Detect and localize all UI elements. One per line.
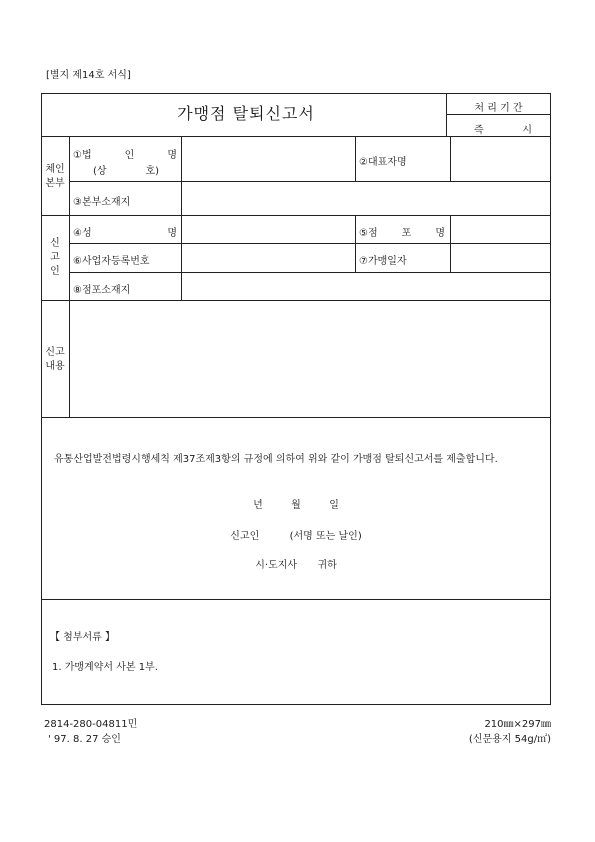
divider — [355, 215, 356, 272]
reporter-name-label-part: ④성 — [73, 228, 92, 239]
store-address-label: ⑧점포소재지 — [73, 285, 131, 296]
paper-type: (신문용지 54g/㎡) — [468, 734, 551, 745]
hq-section-label — [41, 163, 69, 191]
recipient-line — [46, 556, 546, 571]
reporter-section-label-char: 고 — [50, 252, 60, 263]
reporter-section-label-char: 인 — [50, 266, 60, 277]
divider — [69, 243, 551, 244]
processing-value-part: 즉 — [474, 125, 484, 136]
hq-address-label: ③본부소재지 — [73, 197, 131, 208]
paper-size: 210㎜×297㎜ — [484, 719, 551, 730]
corp-name-label-part: 인 — [124, 150, 135, 161]
divider — [41, 417, 551, 418]
divider — [69, 136, 70, 417]
store-name-label-part: 포 — [401, 228, 412, 239]
report-content-label — [41, 346, 69, 374]
reporter-section-label-char: 신 — [50, 238, 60, 249]
divider — [181, 136, 182, 300]
corp-name-label-part: 명 — [167, 150, 177, 161]
reporter-name-label — [73, 224, 177, 239]
form-code: 2814-280-04811민 — [44, 719, 138, 730]
divider — [69, 272, 551, 273]
form-number-label: [별지 제14호 서식] — [46, 70, 131, 81]
attachment-item: 1. 가맹계약서 사본 1부. — [52, 662, 158, 673]
store-name-label-part: ⑤점 — [359, 228, 378, 239]
report-content-label-line: 신고 — [45, 347, 65, 358]
trade-name-label — [93, 162, 159, 177]
signature-line — [46, 527, 546, 542]
divider — [41, 599, 551, 600]
date-line — [46, 496, 546, 511]
store-name-label-part: 명 — [435, 228, 445, 239]
divider — [450, 136, 451, 181]
divider — [69, 181, 551, 182]
join-date-label: ⑦가맹일자 — [359, 256, 407, 267]
approval-date: ' 97. 8. 27 승인 — [48, 734, 121, 745]
hq-section-label-line: 체인 — [45, 164, 65, 175]
divider — [41, 300, 551, 301]
signature-note: (서명 또는 날인) — [289, 531, 362, 542]
processing-period-header: 처 리 기 간 — [474, 103, 523, 114]
divider — [450, 215, 451, 272]
reporter-section-label — [41, 237, 69, 279]
business-registration-number-label: ⑥사업자등록번호 — [73, 256, 150, 267]
corp-name-label-part: ①법 — [73, 150, 92, 161]
date-month: 월 — [291, 500, 301, 511]
processing-period-value — [474, 121, 532, 136]
trade-name-label-part: (상 — [93, 166, 107, 177]
form-frame — [41, 93, 551, 705]
document-title: 가맹점 탈퇴신고서 — [177, 104, 315, 123]
divider — [41, 136, 551, 137]
corp-name-label — [73, 146, 177, 161]
reporter-name-label-part: 명 — [167, 228, 177, 239]
declaration-statement: 유통산업발전법령시행세칙 제37조제3항의 규정에 의하여 위와 같이 가맹점 탈퇴신고서를 제출합니다. — [54, 454, 498, 465]
date-year: 년 — [253, 500, 263, 511]
recipient-suffix: 귀하 — [317, 560, 337, 571]
date-day: 일 — [329, 500, 339, 511]
store-name-label — [359, 224, 445, 239]
processing-value-part: 시 — [522, 125, 532, 136]
divider — [355, 136, 356, 181]
recipient-label: 시·도지사 — [255, 560, 298, 571]
trade-name-label-part: 호) — [145, 166, 159, 177]
divider — [446, 114, 551, 115]
report-content-label-line: 내용 — [45, 361, 65, 372]
divider — [41, 215, 551, 216]
signature-label: 신고인 — [230, 531, 260, 542]
hq-section-label-line: 본부 — [45, 178, 65, 189]
attachments-header: 【 첨부서류 】 — [50, 632, 115, 643]
representative-name-label: ②대표자명 — [359, 157, 407, 168]
